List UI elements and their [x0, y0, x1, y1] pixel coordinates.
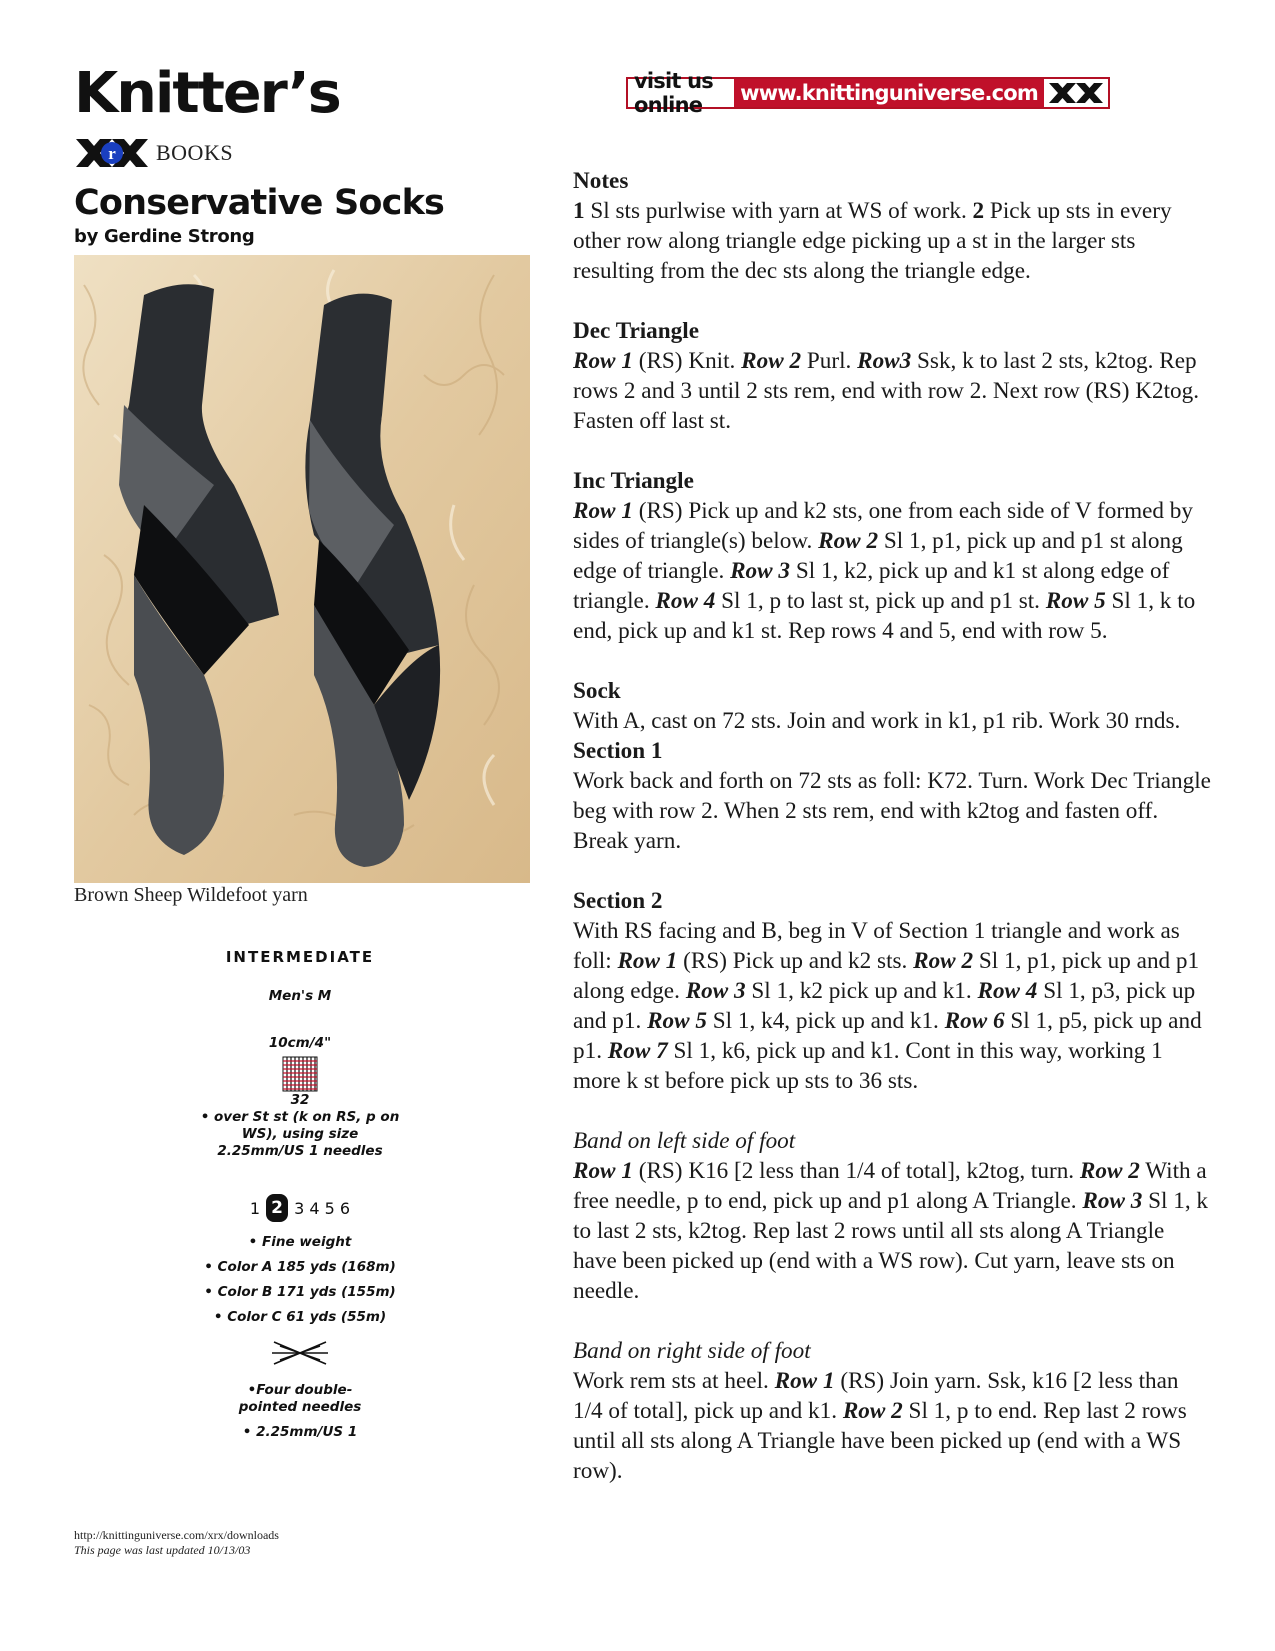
section-1-text: Work back and forth on 72 sts as foll: K72. Turn. Work Dec Triangle beg with row 2. When 2 sts rem, end with k2tog and fasten off. Break yarn. — [573, 768, 1211, 854]
gauge-note: • over St st (k on RS, p on WS), using size 2.25mm/US 1 needles — [200, 1109, 400, 1159]
yarn-weight-label: • Fine weight — [248, 1234, 352, 1250]
row-text: (RS) Pick up and k2 sts. — [677, 948, 914, 974]
row-text: Sl 1, p3, pick up and p1. — [573, 978, 1196, 1034]
row-label: Row 1 — [774, 1368, 835, 1394]
row-text: Sl 1, k to last 2 sts, k2tog. Rep last 2 rows until all sts along A Triangle have been picked up (end with a WS row). Cut yarn, leave sts on needle. — [573, 1188, 1209, 1304]
row-text: Sl 1, p to last st, pick up and p1 st. — [715, 588, 1046, 614]
color-b-amount: • Color B 171 yds (155m) — [204, 1284, 396, 1300]
band-right-intro: Work rem sts at heel. — [573, 1368, 775, 1394]
needles-icon — [270, 1336, 330, 1370]
sock-heading: Sock — [573, 678, 621, 704]
row-label: Row 3 — [685, 978, 746, 1004]
yarn-weight-selected: 2 — [266, 1194, 288, 1222]
yarn-weight-rest: 3 4 5 6 — [294, 1198, 351, 1218]
row-text: (RS) K16 [2 less than 1/4 of total], k2tog, turn. — [632, 1158, 1080, 1184]
row-text: Sl 1, k to end, pick up and k1 st. Rep rows 4 and 5, end with row 5. — [573, 588, 1196, 644]
skill-level: INTERMEDIATE — [225, 948, 375, 966]
row-text: Ssk, k to last 2 sts, k2tog. Rep rows 2 and 3 until 2 sts rem, end with row 2. Next row (RS) K2tog. Fasten off last st. — [573, 348, 1200, 434]
row-label: Row 2 — [741, 348, 802, 374]
socks-photo — [74, 255, 530, 883]
band-left-heading: Band on left side of foot — [573, 1128, 796, 1154]
note-2-text: Pick up sts in every other row along triangle edge picking up a st in the larger sts resulting from the dec sts along the triangle edge. — [573, 198, 1172, 284]
photo-caption: Brown Sheep Wildefoot yarn — [74, 884, 308, 906]
row-text: Sl 1, p1, pick up and p1 along edge. — [573, 948, 1200, 1004]
note-2-number: 2 — [972, 198, 985, 224]
needles-size: • 2.25mm/US 1 — [242, 1424, 358, 1440]
row-text: Sl 1, k2, pick up and k1 st along edge of triangle. — [573, 558, 1170, 614]
row-text: (RS) Pick up and k2 sts, one from each side of V formed by sides of triangle(s) below. — [573, 498, 1193, 554]
row-text: Sl 1, k6, pick up and k1. Cont in this way, working 1 more k st before pick up sts to 36 sts. — [573, 1038, 1163, 1094]
size: Men's M — [268, 988, 332, 1004]
gauge-stitches: 32 — [290, 1092, 310, 1108]
xrx-books-logo — [74, 136, 233, 170]
row-label: Row 5 — [647, 1008, 707, 1034]
gauge — [180, 1035, 420, 1160]
color-a-amount: • Color A 185 yds (168m) — [204, 1259, 396, 1275]
row-text: Sl 1, p5, pick up and p1. — [573, 1008, 1202, 1064]
section-1-heading: Section 1 — [573, 738, 663, 764]
dec-triangle-heading: Dec Triangle — [573, 318, 700, 344]
row-text: (RS) Knit. — [632, 348, 742, 374]
row-label: Row 2 — [818, 528, 879, 554]
row-label: Row 2 — [842, 1398, 903, 1424]
section-2-heading: Section 2 — [573, 888, 663, 914]
note-1-text: Sl sts purlwise with yarn at WS of work. — [584, 198, 973, 224]
row-text: Purl. — [801, 348, 858, 374]
color-c-amount: • Color C 61 yds (55m) — [213, 1309, 387, 1325]
needles-type: •Four double-pointed needles — [238, 1382, 362, 1415]
footer-updated: This page was last updated 10/13/03 — [74, 1543, 251, 1557]
yarn-weight-scale — [180, 1194, 420, 1222]
row-label: Row 1 — [617, 948, 678, 974]
banner-visit-text: visit us online — [628, 79, 734, 107]
row-label: Row 3 — [730, 558, 791, 584]
xrx-icon — [74, 136, 150, 170]
banner-url[interactable]: www.knittinguniverse.com — [734, 79, 1044, 107]
row-label: Row 7 — [607, 1038, 668, 1064]
row-label: Row 3 — [1082, 1188, 1143, 1214]
pattern-title: Conservative Socks — [74, 183, 445, 223]
band-left-text — [573, 1156, 1213, 1306]
row-label: Row 1 — [573, 498, 633, 524]
band-right-heading: Band on right side of foot — [573, 1338, 811, 1364]
pattern-byline: by Gerdine Strong — [74, 226, 255, 247]
row-label: Row 1 — [573, 348, 633, 374]
note-1-number: 1 — [573, 198, 585, 224]
row-label: Row 2 — [913, 948, 974, 974]
notes-text — [573, 196, 1213, 286]
band-right-text — [573, 1366, 1213, 1486]
row-text: (RS) Join yarn. Ssk, k16 [2 less than 1/4 of total], pick up and k1. — [573, 1368, 1179, 1424]
sock-text: With A, cast on 72 sts. Join and work in k1, p1 rib. Work 30 rnds. — [573, 708, 1181, 734]
pattern-instructions — [573, 166, 1213, 1486]
inc-triangle-heading: Inc Triangle — [573, 468, 694, 494]
row-label: Row 4 — [977, 978, 1038, 1004]
notes-heading: Notes — [573, 168, 629, 194]
row-label: Row 4 — [655, 588, 716, 614]
row-label: Row 1 — [573, 1158, 633, 1184]
gauge-measure: 10cm/4" — [268, 1035, 332, 1051]
row-text: Sl 1, p to end. Rep last 2 rows until all sts along A Triangle have been picked up (end with a WS row). — [573, 1398, 1187, 1484]
dec-triangle-text — [573, 346, 1213, 436]
yarn-weight-1: 1 — [249, 1198, 261, 1218]
knitters-logo: Knitter’s — [74, 61, 340, 126]
row-text: Sl 1, k4, pick up and k1. — [706, 1008, 945, 1034]
row-label: Row 2 — [1079, 1158, 1140, 1184]
row-label: Row 6 — [944, 1008, 1005, 1034]
gauge-grid-icon — [282, 1056, 318, 1092]
pattern-specs — [180, 948, 420, 1441]
visit-online-banner[interactable] — [626, 69, 1110, 117]
banner-xrx-icon — [1044, 79, 1108, 107]
row-label: Row 5 — [1045, 588, 1106, 614]
row-label: Row3 — [857, 348, 912, 374]
footer-url[interactable]: http://knittinguniverse.com/xrx/downloads — [74, 1528, 279, 1542]
row-text: With a free needle, p to end, pick up and p1 along A Triangle. — [573, 1158, 1207, 1214]
inc-triangle-text — [573, 496, 1213, 646]
section-2-text — [573, 916, 1213, 1096]
row-text: Sl 1, k2 pick up and k1. — [745, 978, 978, 1004]
books-label: BOOKS — [156, 140, 234, 165]
section-2-intro: With RS facing and B, beg in V of Section 1 triangle and work as foll: — [573, 918, 1180, 974]
row-text: Sl 1, p1, pick up and p1 st along edge of triangle. — [573, 528, 1183, 584]
svg-text:r: r — [108, 144, 116, 163]
